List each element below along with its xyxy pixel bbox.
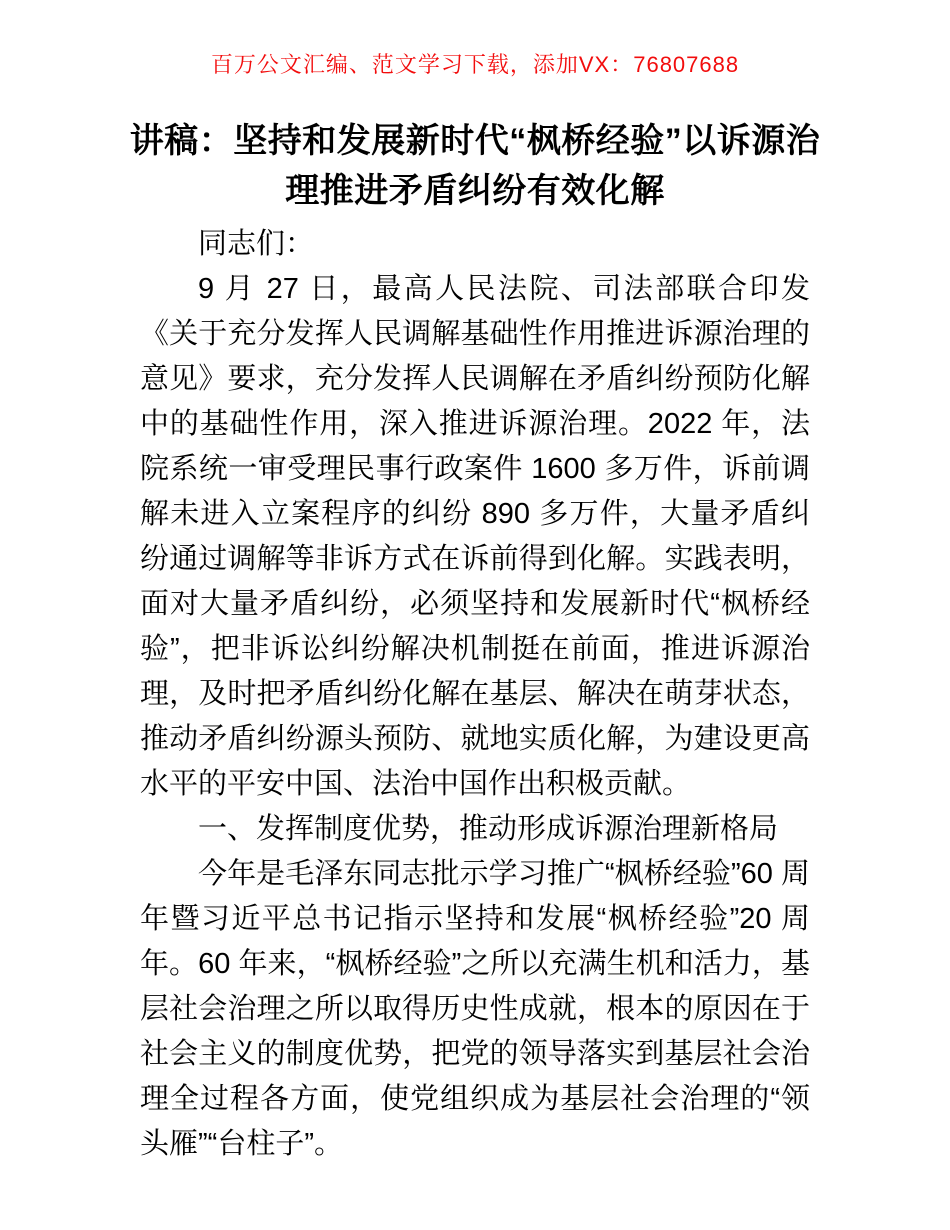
promo-banner: 百万公文汇编、范文学习下载，添加VX：76807688 (210, 52, 740, 77)
intro-paragraph: 9 月 27 日，最高人民法院、司法部联合印发《关于充分发挥人民调解基础性作用推进诉源治理的意见》要求，充分发挥人民调解在矛盾纠纷预防化解中的基础性作用，深入推进诉源治理。2022 年，法院系统一审受理民事行政案件 1600 多万件，诉前调解未进入立案程序的纠纷 890 多万件，大量矛盾纠纷通过调解等非诉方式在诉前得到化解。实践表明，面对大量矛盾纠纷，必须坚持和发展新时代“枫桥经验”，把非诉讼纠纷解决机制挺在前面，推进诉源治理，及时把矛盾纠纷化解在基层、解决在萌芽状态，推动矛盾纠纷源头预防、就地实质化解，为建设更高水平的平安中国、法治中国作出积极贡献。 (140, 273, 810, 800)
section-1-paragraph: 今年是毛泽东同志批示学习推广“枫桥经验”60 周年暨习近平总书记指示坚持和发展“枫桥经验”20 周年。60 年来，“枫桥经验”之所以充满生机和活力，基层社会治理之所以取得历史性成就，根本的原因在于社会主义的制度优势，把党的领导落实到基层社会治理全过程各方面，使党组织成为基层社会治理的“领头雁”“台柱子”。 (140, 858, 810, 1160)
section-heading-1: 一、发挥制度优势，推动形成诉源治理新格局 (198, 813, 779, 845)
document-title: 讲稿：坚持和发展新时代“枫桥经验”以诉源治理推进矛盾纠纷有效化解 (129, 122, 821, 210)
document-body (140, 222, 810, 1167)
salutation-paragraph: 同志们： (198, 228, 315, 260)
